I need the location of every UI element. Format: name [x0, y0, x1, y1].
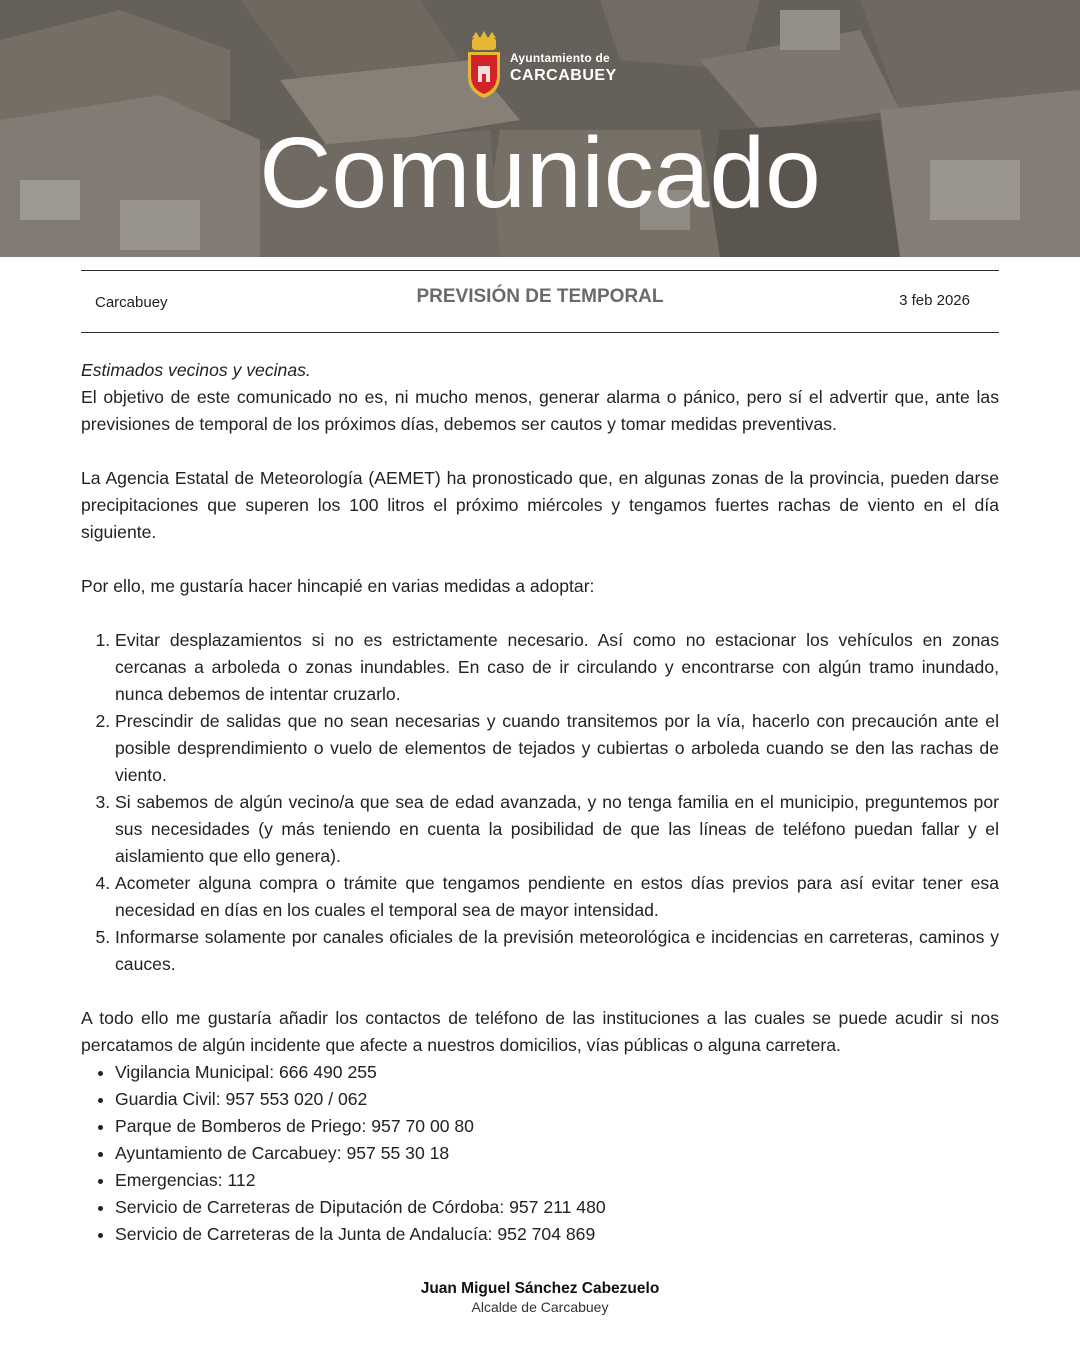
logo-caption: Ayuntamiento de — [510, 51, 610, 65]
header-banner — [0, 0, 1080, 257]
divider-top — [81, 270, 999, 271]
page-title: Comunicado — [259, 117, 821, 229]
subject-heading: PREVISIÓN DE TEMPORAL — [416, 286, 664, 307]
list-item: • Servicio de Carreteras de Diputación de Córdoba: 957 211 480 — [115, 1194, 999, 1221]
list-item: 2. Prescindir de salidas que no sean necesarias y cuando transitemos por la vía, hacerlo con precaución ante el posible desprendimiento o vuelo de elementos de tejados y cubiertas o arboleda cuando se den las rachas de viento. — [115, 708, 999, 789]
logo-town-name: CARCABUEY — [510, 67, 617, 84]
signatory-name: Juan Miguel Sánchez Cabezuelo — [420, 1280, 660, 1297]
contacts-intro: A todo ello me gustaría añadir los contactos de teléfono de las instituciones a las cuales se puede acudir si nos percatamos de algún incidente que afecte a nuestros domicilios, vías públicas o alguna carretera. — [81, 1008, 999, 1055]
town-hall-logo — [466, 30, 626, 102]
contacts-list — [81, 1059, 999, 1248]
list-item: 3. Si sabemos de algún vecino/a que sea de edad avanzada, y no tenga familia en el municipio, preguntemos por sus necesidades (y más teniendo en cuenta la posibilidad de que las líneas de teléfono puedan fallar y el aislamiento que ello genera). — [115, 789, 999, 870]
list-item: 5. Informarse solamente por canales oficiales de la previsión meteorológica e incidencias en carreteras, caminos y cauces. — [115, 924, 999, 978]
greeting: Estimados vecinos y vecinas. — [81, 360, 311, 380]
measures-list — [81, 627, 999, 978]
signature-block — [0, 1280, 1080, 1315]
list-item: • Vigilancia Municipal: 666 490 255 — [115, 1059, 999, 1086]
divider-bottom — [81, 332, 999, 333]
intro-paragraph: El objetivo de este comunicado no es, ni mucho menos, generar alarma o pánico, pero sí el advertir que, ante las previsiones de temporal de los próximos días, debemos ser cautos y tomar medidas preventivas. — [81, 387, 999, 434]
location-label: Carcabuey — [95, 294, 168, 311]
list-item: • Emergencias: 112 — [115, 1167, 999, 1194]
list-item: 4. Acometer alguna compra o trámite que tengamos pendiente en estos días previos para así evitar tener esa necesidad en días en los cuales el temporal sea de mayor intensidad. — [115, 870, 999, 924]
signatory-role: Alcalde de Carcabuey — [471, 1299, 609, 1315]
list-item: • Guardia Civil: 957 553 020 / 062 — [115, 1086, 999, 1113]
aemet-paragraph: La Agencia Estatal de Meteorología (AEMET) ha pronosticado que, en algunas zonas de la provincia, pueden darse precipitaciones que superen los 100 litros el próximo miércoles y tengamos fuertes rachas de viento en el día siguiente. — [81, 468, 999, 542]
date-label: 3 feb 2026 — [899, 292, 970, 309]
list-item: • Servicio de Carreteras de la Junta de Andalucía: 952 704 869 — [115, 1221, 999, 1248]
list-item: 1. Evitar desplazamientos si no es estrictamente necesario. Así como no estacionar los vehículos en zonas cercanas a arboleda o zonas inundables. En caso de ir circulando y encontrarse con algún tramo inundado, nunca debemos de intentar cruzarlo. — [115, 627, 999, 708]
document-body — [81, 357, 999, 1248]
list-item: • Parque de Bomberos de Priego: 957 70 00 80 — [115, 1113, 999, 1140]
list-item: • Ayuntamiento de Carcabuey: 957 55 30 18 — [115, 1140, 999, 1167]
coat-of-arms-icon — [466, 30, 502, 100]
measures-intro: Por ello, me gustaría hacer hincapié en varias medidas a adoptar: — [81, 576, 595, 596]
